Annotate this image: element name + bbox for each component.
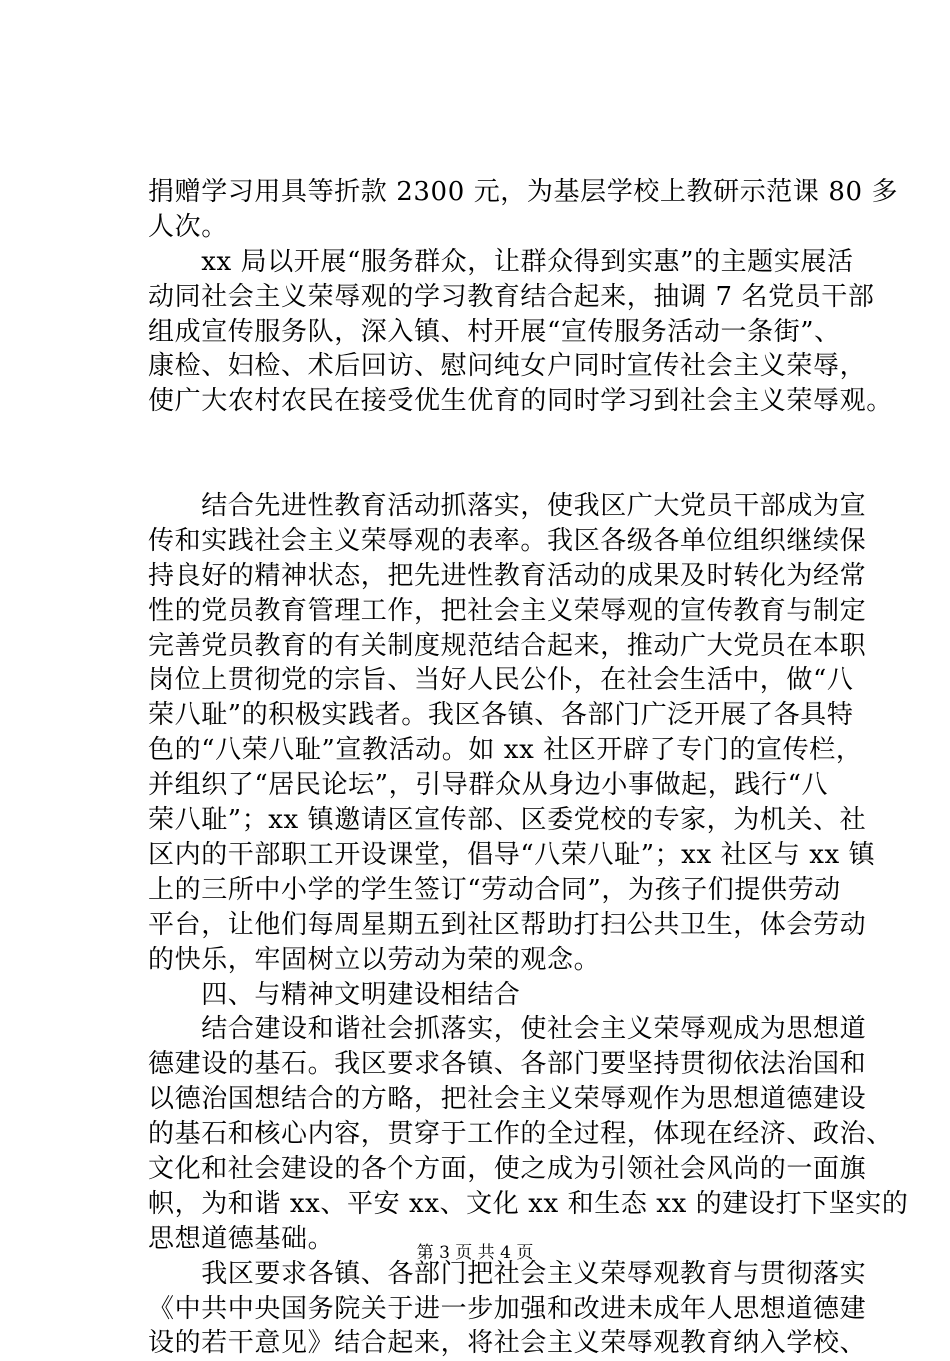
text-line: 设的若干意见》结合起来，将社会主义荣辱观教育纳入学校、 — [148, 1328, 867, 1359]
text-line: 组成宣传服务队，深入镇、村开展“宣传服务活动一条街”、 — [148, 316, 841, 347]
text-line: 帜，为和谐 xx、平安 xx、文化 xx 和生态 xx 的建设打下坚实的 — [148, 1188, 909, 1219]
paragraph-gap — [148, 419, 808, 489]
text-line: 使广大农村农民在接受优生优育的同时学习到社会主义荣辱观。 — [148, 386, 893, 417]
text-line: 上的三所中小学的学生签订“劳动合同”，为孩子们提供劳动 — [148, 874, 841, 905]
text-line: 我区要求各镇、各部门把社会主义荣辱观教育与贯彻落实 — [148, 1258, 867, 1289]
text-line: 结合建设和谐社会抓落实，使社会主义荣辱观成为思想道 — [148, 1014, 867, 1045]
text-line: 荣八耻”的积极实践者。我区各镇、各部门广泛开展了各具特 — [148, 700, 854, 731]
text-line: 荣八耻”；xx 镇邀请区宣传部、区委党校的专家，为机关、社 — [148, 805, 867, 836]
text-line: 文化和社会建设的各个方面，使之成为引领社会风尚的一面旗 — [148, 1153, 867, 1184]
text-line: 持良好的精神状态，把先进性教育活动的成果及时转化为经常 — [148, 560, 867, 591]
text-line: 思想道德基础。 — [148, 1223, 335, 1254]
text-line: 捐赠学习用具等折款 2300 元，为基层学校上教研示范课 80 多 — [148, 177, 899, 207]
text-line: 《中共中央国务院关于进一步加强和改进未成年人思想道德建 — [148, 1293, 867, 1324]
text-line: 四、与精神文明建设相结合 — [148, 979, 521, 1010]
text-line: 动同社会主义荣辱观的学习教育结合起来，抽调 7 名党员干部 — [148, 281, 875, 312]
text-line: 区内的干部职工开设课堂，倡导“八荣八耻”；xx 社区与 xx 镇 — [148, 839, 876, 870]
text-line: 平台，让他们每周星期五到社区帮助打扫公共卫生，体会劳动 — [148, 909, 867, 940]
page-footer: 第 3 页 共 4 页 — [416, 1243, 534, 1263]
text-line: xx 局以开展“服务群众，让群众得到实惠”的主题实展活 — [148, 246, 854, 277]
text-line: 的基石和核心内容，贯穿于工作的全过程，体现在经济、政治、 — [148, 1119, 893, 1150]
text-line: 的快乐，牢固树立以劳动为荣的观念。 — [148, 944, 601, 975]
text-line: 以德治国想结合的方略，把社会主义荣辱观作为思想道德建设 — [148, 1084, 867, 1115]
text-line: 岗位上贯彻党的宗旨、当好人民公仆，在社会生活中，做“八 — [148, 665, 854, 696]
document-body — [148, 175, 909, 1361]
text-line: 性的党员教育管理工作，把社会主义荣辱观的宣传教育与制定 — [148, 595, 867, 626]
text-line: 康检、妇检、术后回访、慰问纯女户同时宣传社会主义荣辱， — [148, 351, 867, 382]
paragraph-block-2 — [148, 489, 909, 1361]
text-line: 结合先进性教育活动抓落实，使我区广大党员干部成为宣 — [148, 491, 867, 522]
text-line: 并组织了“居民论坛”，引导群众从身边小事做起，践行“八 — [148, 770, 829, 801]
text-line: 传和实践社会主义荣辱观的表率。我区各级各单位组织继续保 — [148, 525, 867, 556]
text-line: 完善党员教育的有关制度规范结合起来，推动广大党员在本职 — [148, 630, 867, 661]
text-line: 德建设的基石。我区要求各镇、各部门要坚持贯彻依法治国和 — [148, 1049, 867, 1080]
text-line: 人次。 — [148, 211, 228, 242]
paragraph-block-1 — [148, 175, 899, 419]
text-line: 色的“八荣八耻”宣教活动。如 xx 社区开辟了专门的宣传栏， — [148, 735, 863, 766]
